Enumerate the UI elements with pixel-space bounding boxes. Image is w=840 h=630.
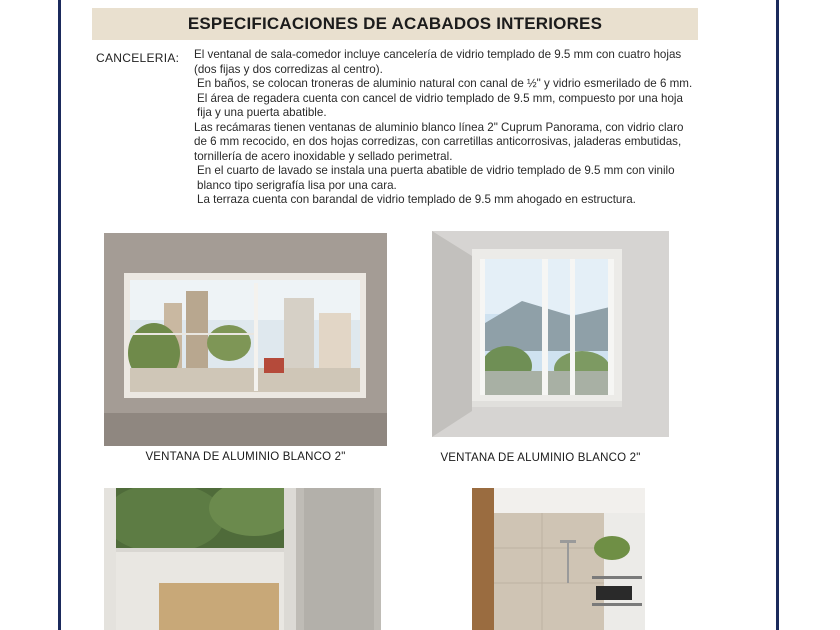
photo-caption: VENTANA DE ALUMINIO BLANCO 2" (145, 451, 346, 463)
spec-paragraph: La terraza cuenta con barandal de vidrio templado de 9.5 mm ahogado en estructura. (197, 193, 636, 206)
page-border-right (776, 0, 779, 630)
section-label: CANCELERIA: (96, 51, 180, 65)
spec-paragraph: El ventanal de sala-comedor incluye cancelería de vidrio templado de 9.5 mm con cuatro hojas (dos fijas y dos corredizas al centro). (194, 48, 682, 76)
photo-terrace-railing (104, 488, 381, 630)
title-banner (92, 8, 698, 40)
photo-window-bedroom (432, 231, 669, 437)
specification-text (194, 48, 694, 208)
page-title: ESPECIFICACIONES DE ACABADOS INTERIORES (187, 14, 603, 33)
photo-shower-glass (472, 488, 645, 630)
photo-caption: VENTANA DE ALUMINIO BLANCO 2" (440, 452, 641, 464)
spec-paragraph: Las recámaras tienen ventanas de aluminio blanco línea 2" Cuprum Panorama, con vidrio claro de 6 mm recocido, en dos hojas corredizas, con carretillas anticorrosivas, jaladeras embutidas, tornillería de acero inoxidable y sellado perimetral. (194, 120, 684, 163)
spec-paragraph: El área de regadera cuenta con cancel de vidrio templado de 9.5 mm, compuesto por una hoja fija y una puerta abatible. (197, 91, 683, 119)
page-border-left (58, 0, 61, 630)
spec-paragraph: En baños, se colocan troneras de aluminio natural con canal de ½" y vidrio esmerilado de 6 mm. (197, 77, 693, 90)
photo-window-sliding (104, 233, 387, 446)
spec-paragraph: En el cuarto de lavado se instala una puerta abatible de vidrio templado de 9.5 mm con vinilo blanco tipo serigrafía lisa por una cara. (197, 164, 675, 192)
